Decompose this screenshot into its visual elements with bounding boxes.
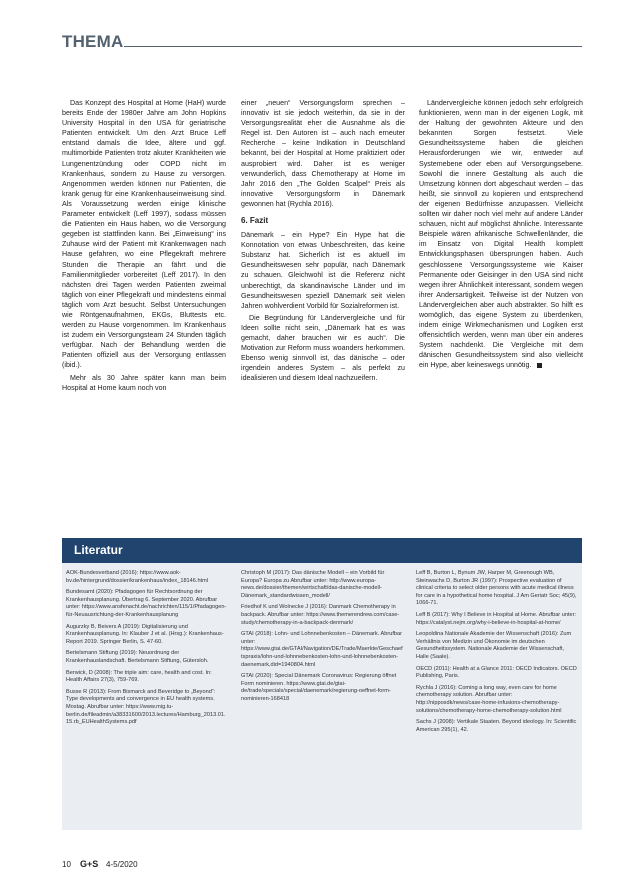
- literature-heading: Literatur: [74, 543, 123, 557]
- reference-item: Berwick, D (2008): The triple aim: care, health and cost. In: Health Affairs 27(3), 759-769.: [66, 669, 212, 684]
- paragraph: Die Begründung für Ländervergleiche und für Ideen sollte nicht sein, „Dänemark hat es was gemacht, daher brauchen wir es auch“. Die Motivation zur Reform muss woanders herkommen. Ebenso wenig sinnvoll ist, das dänische – oder irgendein anderes System – als perfekt zu idealisieren und diesem Ideal nachzueifern.: [241, 313, 405, 383]
- reference-item: Friedhof K und Wolnecke J (2016): Danmark Chemotherapy in backpack. Abrufbar unter: https://www.themerendrew.com/case-study/chemotherapy-in-a-backpack-denmark/: [241, 604, 400, 626]
- issue-number: 4-5/2020: [106, 860, 138, 869]
- literature-column-1: [66, 570, 228, 731]
- literature-column-3: [416, 570, 578, 738]
- section-title: THEMA: [62, 32, 124, 51]
- reference-item: Leff B, Burton L, Bynum JW, Harper M, Greenough WB, Steinwachs D, Burton JR (1997): Prospective evaluation of clinical criteria to select older persons with acute medical illness for care in a hypothetical home hospital. J Am Geriatr Soc; 45(9), 1066-71.: [416, 570, 577, 607]
- paragraph-text: Ländervergleiche können jedoch sehr erfolgreich funktionieren, wenn man in der eigenen Logik, mit der Haltung der gewohnten Akteure und den bekannten Sorgen festsetzt. Viele Gesundheitssysteme haben die gleichen Herausforderungen wie wir, entweder auf Systemebene oder eben auf Versorgungsebene. Sowohl die innere Gestaltung als auch die Umsetzung können dort abgeschaut werden – das heißt, sie sinnvoll zu kopieren und entsprechend der eigenen Bedürfnisse anzupassen. Vielleicht sollten wir daher noch viel mehr auf andere Länder schauen, nicht auf möglichst ähnliche. Interessante Beispiele wären afrikanische Schwellenländer, die im Einsatz von Digital Health komplett Entwicklungsphasen übersprungen haben. Auch geschlossene Versorgungssysteme wie Kaiser Permanente oder Geisinger in den USA sind nicht wegen ihrer Ähnlichkeit interessant, sondern wegen ihrer Andersartigkeit. Teilweise ist der Nutzen von Ländervergleichen aber auch abstrakter. So hilft es womöglich, das eigene System zu überdenken, indem einige Wirkmechanismen und Logiken erst offensichtlich werden, wenn man über ein anderes System nachdenkt. Die Vergleiche mit dem dänischen Gesundheitssystem sind also vielleicht ein Hype, aber keineswegs unnötig.: [419, 99, 583, 370]
- reference-item: Leopoldina Nationale Akademie der Wissenschaft (2016): Zum Verhältnis von Medizin und Ökonomie im deutschen Gesundheitssystem. Nationale Akademie der Wissenschaft, Halle (Saale).: [416, 631, 572, 660]
- header-rule: [124, 46, 582, 47]
- page-footer: [62, 860, 362, 874]
- reference-item: Sachs J (2008): Vertikale Staaten. Beyond ideology. In: Scientific American 295(1), 42.: [416, 719, 577, 733]
- paragraph: Mehr als 30 Jahre später kann man beim Hospital at Home kaum noch von: [62, 373, 226, 392]
- article-column-1: [62, 98, 226, 395]
- reference-item: Busse R (2013): From Bismarck and Beveridge to „Beyond“: Type developments and convergence in EU health systems. Mostag. Abrufbar unter: https://www.mig.tu-berlin.de/fileadmin/a38331600/2013.lectures/Hamburg_2013.01.15.rb_EUHealthSystems.pdf: [66, 688, 226, 726]
- reference-item: Bundesamt (2020): Pfadagogen für Rechtsordnung der Krankenhausplanung. Übertrag 6. September 2020. Abrufbar unter: https://www.ansfenacht.de/nachrichten/115/1/Pfadagogen-für-Neuausrichtung-der-Krankenhausplanung: [66, 589, 227, 618]
- page-number: 10: [62, 860, 71, 869]
- reference-item: Augurzky B, Beivers A (2019): Digitalisierung und Krankenhausplanung. In: Klauber J et al. (Hrsg.): Krankenhaus-Report 2019. Springer Berlin, S. 47-60.: [66, 623, 224, 645]
- reference-item: Leff B (2017): Why I Believe in Hospital at Home. Abrufbar unter: https://catalyst.nejm.org/why-i-believe-in-hospital-at-home/: [416, 611, 577, 626]
- article-column-2: [241, 98, 405, 385]
- literature-list: [66, 570, 578, 828]
- reference-item: Bertelsmann Stiftung (2019): Neuordnung der Krankenhauslandschaft. Bertelsmann Stiftung, Gütersloh.: [66, 650, 209, 664]
- reference-item: Christoph M (2017): Das dänische Modell – ein Vorbild für Europa? Europa zu Abrufbar unter: http://www.europa-news.de/dossier/themen/wirtschaft/das-danische-modell-Dänemark_standardwissen_modell/: [241, 570, 385, 599]
- literature-header: [62, 538, 582, 563]
- paragraph: Dänemark – ein Hype? Ein Hype hat die Konnotation von etwas Unbeschreiten, das keine Substanz hat. Sicherlich ist es aktuell im Gesundheitswesen sehr populär, nach Dänemark zu schauen. Gleichwohl ist die Referenz nicht unberechtigt, da skandinavische Länder und im Gesundheitswesen speziell Dänemark seit vielen Jahren wohlverdient Vorbild für Sozialreformen ist.: [241, 231, 405, 310]
- reference-item: Rychla J (2016): Coming a long way, even care for home chemotherapy solution. Abrufbar unter: http://nipposdk/news/case-home-infusions-chemotherapy-solutions/chemotherapy-home-chemotherapy-solution.html: [416, 684, 562, 714]
- magazine-name: G+S: [80, 859, 99, 869]
- reference-item: GTAI (2018): Lohn- und Lohnnebenkosten – Dänemark. Abrufbar unter: https://www.gtai.de/GTAI/Navigation/DE/Trade/Maerkte/Geschaeftspraxis/lohn-und-lohnnebenkosten-lohn-und-lohnnebenkosten-daenemark,did=1940804.html: [241, 631, 403, 668]
- reference-item: AOK-Bundesverband (2016): https://www.aok-bv.de/hintergrund/dossier/krankenhaus/index_18146.html: [66, 570, 209, 584]
- paragraph: einer „neuen“ Versorgungsform sprechen – innovativ ist sie jedoch weiterhin, da sie in der Versorgungsrealität eher die Ausnahme als die Regel ist. Den Autoren ist – auch nach erneuter Recherche – keine Indikation in Deutschland bekannt, bei der Hospital at Home praktiziert oder ausprobiert wird. Daher ist es weniger verwunderlich, dass Chemotherapy at Home im Jahr 2016 den „The Golden Scalpel“ Preis als innovative Versorgungsform in Dänemark gewonnen hat (Rychla 2016).: [241, 99, 405, 208]
- article-column-3: [419, 98, 583, 373]
- end-mark-icon: [537, 363, 542, 368]
- fazit-heading: 6. Fazit: [241, 216, 269, 226]
- reference-item: OECD (2011): Health at a Glance 2011: OECD Indicators. OECD Publishing, Paris.: [416, 665, 577, 680]
- literature-column-2: [241, 570, 403, 708]
- page-header: [62, 32, 582, 54]
- paragraph: Das Konzept des Hospital at Home (HaH) wurde bereits Ende der 1980er Jahre am John Hopkins University Hospital in den USA für geriatrische Patienten entwickelt. Um den Arzt Bruce Leff entstand damals die Idee, ältere und ggf. multimorbide Patienten trotz akuter Krankheiten wie Lungenentzündung oder COPD nicht im Krankenhaus, sondern zu Hause zu versorgen. Angenommen werden können nur Patienten, die krank genug für eine Krankenhauseinweisung sind. Als Voraussetzung werden einige klinische Parameter entwickelt (Leff 1997), sodass müssen die Patienten ein Haus haben, wo die Versorgung gegeben ist stattfinden kann. Bei „Einweisung“ ins Zuhause wird der Patient mit Krankenwagen nach Hause gefahren, wo eine Pflegekraft mehrere Stunden die Therapie an fährt und die Familienmitglieder vorbereitet (Leff 2017). In den nächsten drei Tagen werden Patienten zweimal täglich von einer Pflegekraft und mindestens einmal täglich vom Arzt besucht. Selbst Untersuchungen wie Röntgenaufnahmen, EKGs, Bluttests etc. werden zu Hause vorgenommen. Im Krankenhaus ist zudem ein Versorgungsteam 24 Stunden täglich verfügbar. Nach der Behandlung werden die Patienten offiziell aus der Versorgung entlassen (ibid.).: [62, 99, 226, 370]
- article-body: [62, 98, 582, 470]
- paragraph: [419, 98, 583, 371]
- reference-item: GTAI (2020): Special Dänemark Coronavirus: Regierung öffnet Form nominieren. https://www.gtai.de/gtai-de/trade/specials/special/daenemark/regierung-oeffnet-form-nominieren-168418: [241, 673, 397, 702]
